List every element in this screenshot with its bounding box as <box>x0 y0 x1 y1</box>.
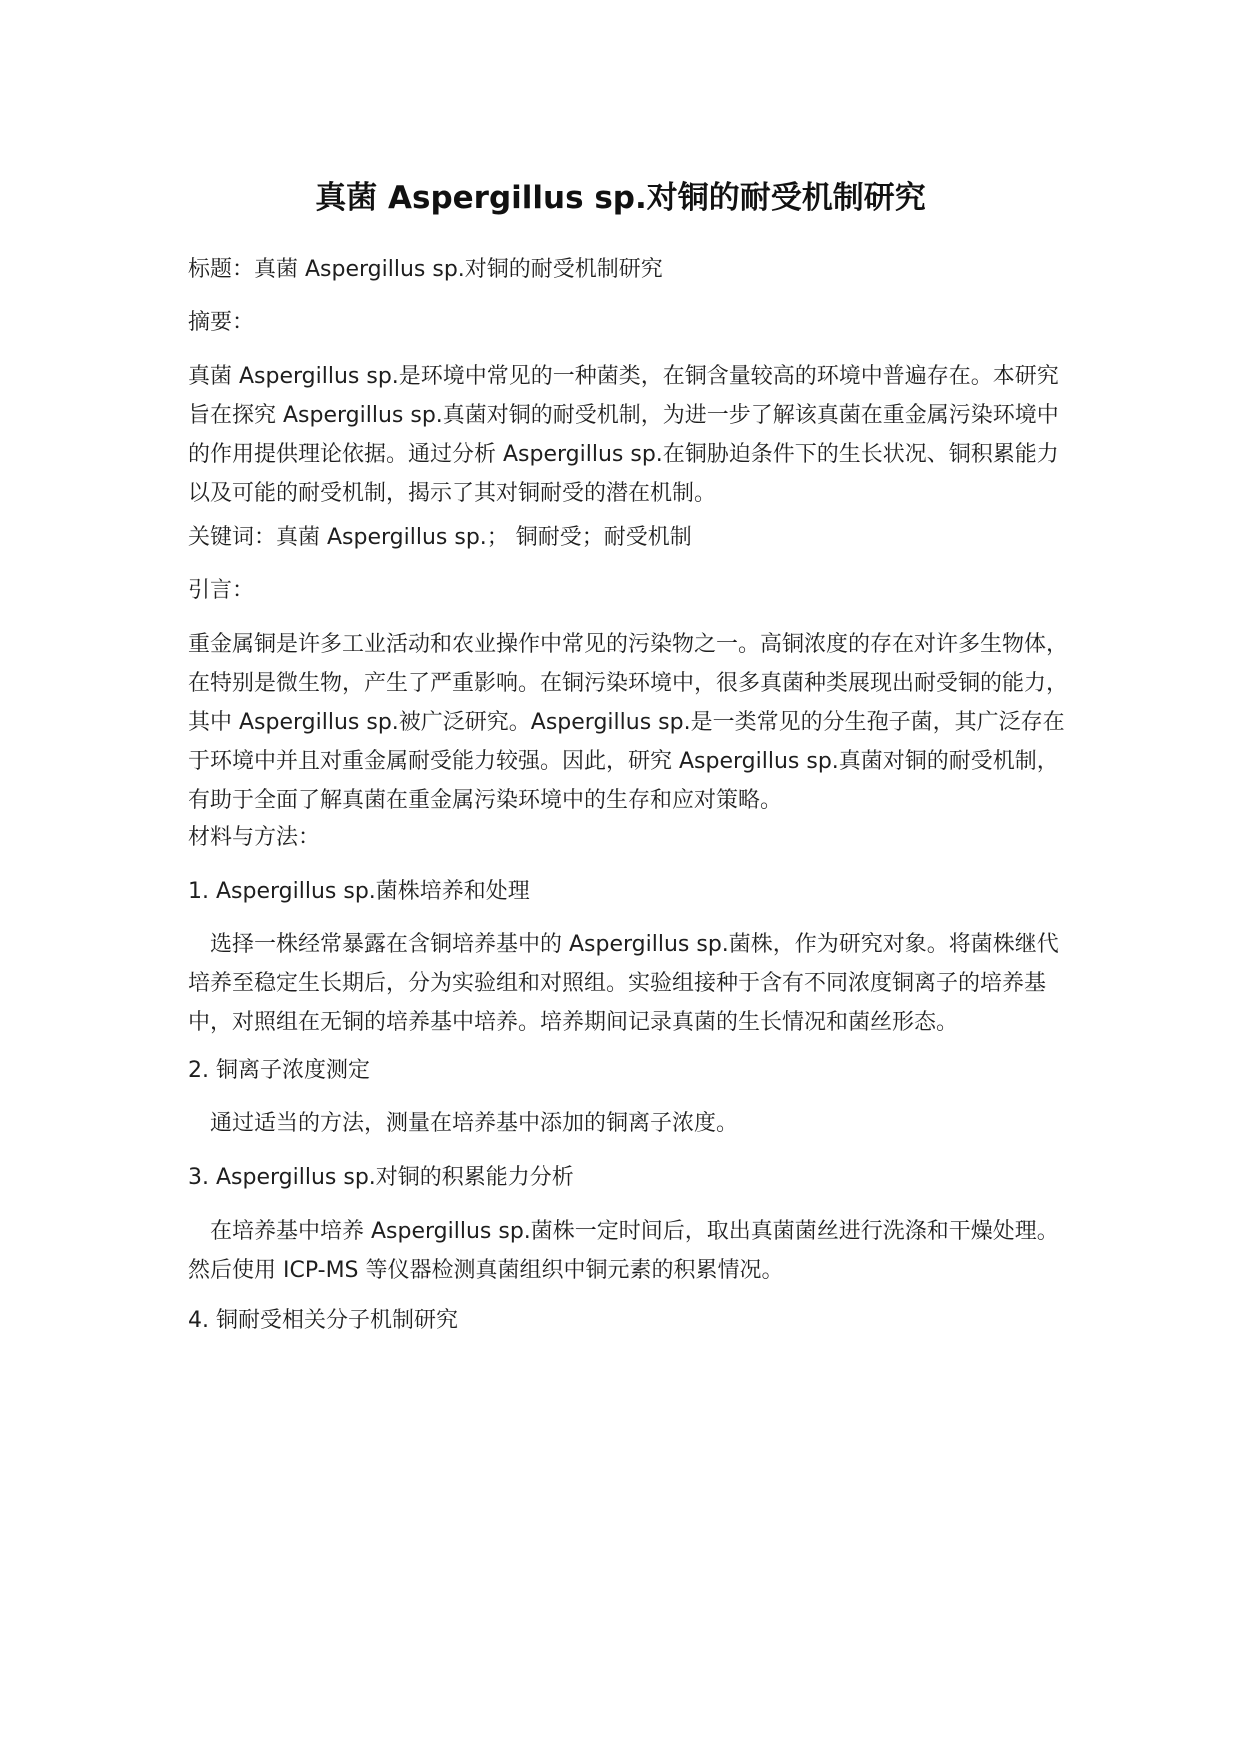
method-3-heading: 3. Aspergillus sp.对铜的积累能力分析 <box>188 1165 574 1190</box>
method-2-text: 通过适当的方法，测量在培养基中添加的铜离子浓度。 <box>210 1111 739 1136</box>
method-1-heading: 1. Aspergillus sp.菌株培养和处理 <box>188 879 530 904</box>
intro-text: 重金属铜是许多工业活动和农业操作中常见的污染物之一。高铜浓度的存在对许多生物体，在特别是微生物，产生了严重影响。在铜污染环境中，很多真菌种类展现出耐受铜的能力，其中 Aspergillus sp.被广泛研究。Aspergillus sp.是一类常见的分生孢子菌，其广泛存在于环境中并且对重金属耐受能力较强。因此，研究 Aspergillus sp.真菌对铜的耐受机制，有助于全面了解真菌在重金属污染环境中的生存和应对策略。 <box>188 632 1069 813</box>
keywords-line: 关键词：真菌 Aspergillus sp.； 铜耐受；耐受机制 <box>188 525 692 550</box>
document-title: 真菌 Aspergillus sp.对铜的耐受机制研究 <box>315 180 926 216</box>
method-3-text: 在培养基中培养 Aspergillus sp.菌株一定时间后，取出真菌菌丝进行洗涤和干燥处理。然后使用 ICP-MS 等仪器检测真菌组织中铜元素的积累情况。 <box>188 1219 1059 1283</box>
abstract-heading: 摘要： <box>188 310 255 335</box>
intro-heading: 引言： <box>188 578 255 603</box>
methods-heading: 材料与方法： <box>188 825 321 850</box>
method-1-text: 选择一株经常暴露在含铜培养基中的 Aspergillus sp.菌株，作为研究对象。将菌株继代培养至稳定生长期后，分为实验组和对照组。实验组接种于含有不同浓度铜离子的培养基中，对照组在无铜的培养基中培养。培养期间记录真菌的生长情况和菌丝形态。 <box>188 932 1059 1035</box>
method-2-heading: 2. 铜离子浓度测定 <box>188 1058 370 1083</box>
abstract-text: 真菌 Aspergillus sp.是环境中常见的一种菌类，在铜含量较高的环境中普遍存在。本研究旨在探究 Aspergillus sp.真菌对铜的耐受机制，为进一步了解该真菌在重金属污染环境中的作用提供理论依据。通过分析 Aspergillus sp.在铜胁迫条件下的生长状况、铜积累能力以及可能的耐受机制，揭示了其对铜耐受的潜在机制。 <box>188 364 1059 506</box>
method-4-heading: 4. 铜耐受相关分子机制研究 <box>188 1308 458 1333</box>
title-line: 标题：真菌 Aspergillus sp.对铜的耐受机制研究 <box>188 257 663 282</box>
